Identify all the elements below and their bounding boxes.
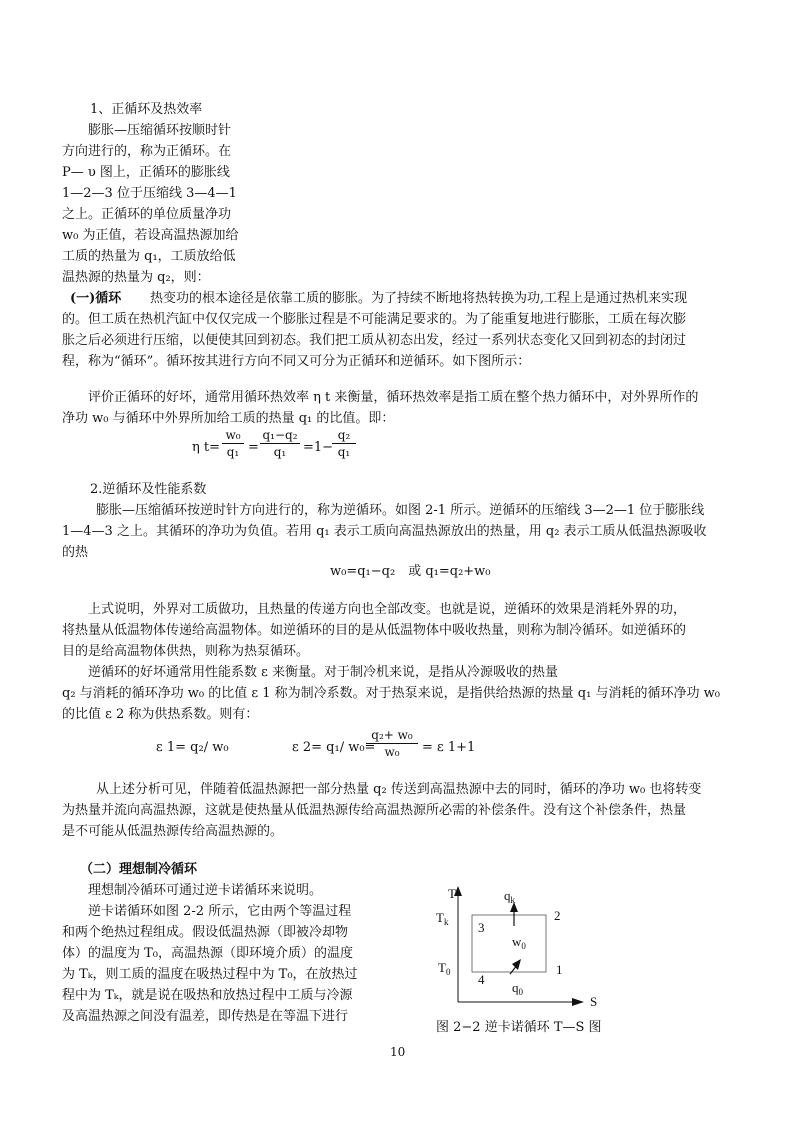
fraction: q₁−q₂ q₁ <box>260 428 300 459</box>
paragraph-line: 和两个绝热过程组成。假设低温热源（即被冷却物 <box>62 925 349 940</box>
fraction: q₂ q₁ <box>332 428 356 459</box>
point-1-label: 1 <box>556 962 563 977</box>
paragraph-line: 的比值 ε 2 称为供热系数。则有： <box>62 707 259 722</box>
tk-label: $T_k$ <box>436 910 449 927</box>
point-4-label: 4 <box>478 972 485 987</box>
paragraph-line: 热变功的根本途径是依靠工质的膨胀。为了持续不断地将热转换为功,工程上是通过热机来实现 <box>150 291 688 306</box>
s-axis-arrowhead <box>572 998 584 1006</box>
intro-line: 1—2—3 位于压缩线 3—4—1 <box>62 186 237 201</box>
intro-line: w₀ 为正值，若设高温热源加给 <box>62 228 239 243</box>
s-axis-label: S <box>590 994 598 1009</box>
qk-label: $q_k$ <box>504 888 515 905</box>
intro-line: 之上。正循环的单位质量净功 <box>62 207 232 222</box>
q0-arrowhead <box>512 959 521 970</box>
fraction: q₂+ w₀ w₀ <box>366 728 418 759</box>
point-3-label: 3 <box>478 920 485 935</box>
intro-line: 温热源的热量为 q₂，则： <box>62 270 210 285</box>
paragraph-line: 逆循环的好坏通常用性能系数 ε 来衡量。对于制冷机来说，是指从冷源吸收的热量 <box>88 665 559 680</box>
q0-label: $q_0$ <box>512 980 523 997</box>
paragraph-line: 1—4—3 之上。其循环的净功为负值。若用 q₁ 表示工质向高温热源放出的热量，用 q₂ 表示工质从低温热源吸收 <box>62 524 707 539</box>
paragraph-line: 的热 <box>62 545 89 560</box>
section2-heading: 2.逆循环及性能系数 <box>90 482 207 497</box>
w0-label: $w_0$ <box>512 934 526 951</box>
section1-heading: 1、正循环及热效率 <box>90 102 203 117</box>
t-axis-label: T <box>448 886 456 901</box>
intro-line: 方向进行的，称为正循环。在 <box>62 144 232 159</box>
paragraph-line: 为热量并流向高温热源，这就是使热量从低温热源传给高温热源所必需的补偿条件。没有这个补偿条件，热量 <box>62 803 687 818</box>
paragraph-line: 评价正循环的好坏，通常用循环热效率 η t 来衡量，循环热效率是指工质在整个热力循环中，对外界所作的 <box>88 390 699 405</box>
document-page: 1、正循环及热效率 膨胀—压缩循环按顺时针 方向进行的，称为正循环。在 P— υ 图上，正循环的膨胀线 1—2—3 位于压缩线 3—4—1 之上。正循环的单位质量净功 w₀ 为正值，若设高温热源加给 工质的热量为 q₁，工质放给低 温热源的热量为 q₂，则： (一)循环 热变功的根本途径是依靠工质的膨胀。为了持续不断地将热转换为功,工程上是通过热机来实现 的。但工质在热机汽缸中仅仅完成一个膨胀过程是不可能满足要求的。为了能重复地进行膨胀，工质在每次膨 胀之后必须进行压缩，以便使其回到初态。我们把工质从初态出发，经过一系列状态变化又回到初态的封闭过 程，称为“循环”。循环按其进行方向不同又可分为正循环和逆循环。如下图所示： 评价正循环的好坏，通常用循环热效率 η t 来衡量，循环热效率是指工质在整个热力循环中，对外界所作的 净功 w₀ 与循环中外界所加给工质的热量 q₁ 的比值。即： η t= w₀ q₁ = q₁−q₂ q₁ =1− q₂ q₁ 2.逆循环及性能系数 膨胀—压缩循环按逆时针方向进行的，称为逆循环。如图 2-1 所示。逆循环的压缩线 3—2—1 位于膨胀线 1—4—3 之上。其循环的净功为负值。若用 q₁ 表示工质向高温热源放出的热量，用 q₂ 表示工质从低温热源吸收 的热 w₀=q₁−q₂ 或 q₁=q₂+w₀ 上式说明，外界对工质做功，且热量的传递方向也全部改变。也就是说，逆循环的效果是消耗外界的功， 将热量从低温物体传递给高温物体。如逆循环的目的是从低温物体中吸收热量，则称为制冷循环。如逆循环的 目的是给高温物体供热，则称为热泵循环。 逆循环的好坏通常用性能系数 ε 来衡量。对于制冷机来说，是指从冷源吸收的热量 q₂ 与消耗的循环净功 w₀ 的比值 ε 1 称为制冷系数。对于热泵来说，是指供给热源的热量 q₁ 与消耗的循环净功 w₀ 的比值 ε 2 称为供热系数。则有： ε 1= q₂∕ w₀ ε 2= q₁∕ w₀= q₂+ w₀ w₀ = ε 1+1 从上述分析可见，伴随着低温热源把一部分热量 q₂ 传送到高温热源中去的同时，循环的净功 w₀ 也将转变 为热量并流向高温热源，这就是使热量从低温热源传给高温热源所必需的补偿条件。没有这个补偿条件，热量 是不可能从低温热源传给高温热源的。 （二）理想制冷循环 理想制冷循环可通过逆卡诺循环来说明。 逆卡诺循环如图 2-2 所示，它由两个等温过程 和两个绝热过程组成。假设低温热源（即被冷却物 体）的温度为 T₀，高温热源（即环境介质）的温度 为 Tₖ，则工质的温度在吸热过程中为 T₀，在放热过 程中为 Tₖ，就是说在吸热和放热过程中工质与冷源 及高温热源之间没有温差，即传热是在等温下进行 T S $T_k$ $T_0$ $q_k$ $w_0$ $q_0$ 2 1 3 4 图 2−2 逆卡诺循环 T—S 图 10 <box>0 0 794 1123</box>
paragraph-line: 程，称为“循环”。循环按其进行方向不同又可分为正循环和逆循环。如下图所示： <box>62 354 531 369</box>
paragraph-line: 净功 w₀ 与循环中外界所加给工质的热量 q₁ 的比值。即： <box>62 411 395 426</box>
section3-heading: （二）理想制冷循环 <box>80 862 198 877</box>
paragraph-line: 体）的温度为 T₀，高温热源（即环境介质）的温度 <box>62 946 354 961</box>
paragraph-line: 逆卡诺循环如图 2-2 所示，它由两个等温过程 <box>88 904 352 919</box>
paragraph-line: 的。但工质在热机汽缸中仅仅完成一个膨胀过程是不可能满足要求的。为了能重复地进行膨胀，工质在每次膨 <box>62 312 687 327</box>
cop-cooling-equation: ε 1= q₂∕ w₀ <box>156 740 229 755</box>
paragraph-line: 为 Tₖ，则工质的温度在吸热过程中为 T₀，在放热过 <box>62 967 358 982</box>
paragraph-line: 理想制冷循环可通过逆卡诺循环来说明。 <box>88 883 323 898</box>
page-number: 10 <box>390 1045 406 1059</box>
work-equation: w₀=q₁−q₂ 或 q₁=q₂+w₀ <box>330 564 491 579</box>
intro-line: 膨胀—压缩循环按顺时针 <box>88 123 232 138</box>
figure-caption: 图 2−2 逆卡诺循环 T—S 图 <box>436 1020 602 1035</box>
cycle-heading: (一)循环 <box>70 291 122 306</box>
intro-line: P— υ 图上，正循环的膨胀线 <box>62 165 230 180</box>
paragraph-line: q₂ 与消耗的循环净功 w₀ 的比值 ε 1 称为制冷系数。对于热泵来说，是指供给热源的热量 q₁ 与消耗的循环净功 w₀ <box>62 686 720 701</box>
fraction: w₀ q₁ <box>222 428 244 459</box>
paragraph-line: 是不可能从低温热源传给高温热源的。 <box>62 824 284 839</box>
paragraph-line: 及高温热源之间没有温差，即传热是在等温下进行 <box>62 1009 349 1024</box>
paragraph-line: 程中为 Tₖ，就是说在吸热和放热过程中工质与冷源 <box>62 988 353 1003</box>
paragraph-line: 胀之后必须进行压缩，以便使其回到初态。我们把工质从初态出发，经过一系列状态变化又回到初态的封闭过 <box>62 333 687 348</box>
paragraph-line: 膨胀—压缩循环按逆时针方向进行的，称为逆循环。如图 2-1 所示。逆循环的压缩线 3—2—1 位于膨胀线 <box>96 503 705 518</box>
paragraph-line: 将热量从低温物体传递给高温物体。如逆循环的目的是从低温物体中吸收热量，则称为制冷循环。如逆循环的 <box>62 623 687 638</box>
paragraph-line: 从上述分析可见，伴随着低温热源把一部分热量 q₂ 传送到高温热源中去的同时，循环的净功 w₀ 也将转变 <box>96 782 702 797</box>
intro-line: 工质的热量为 q₁，工质放给低 <box>62 249 236 264</box>
point-2-label: 2 <box>554 908 561 923</box>
paragraph-line: 上式说明，外界对工质做功，且热量的传递方向也全部改变。也就是说，逆循环的效果是消耗外界的功， <box>88 602 687 617</box>
paragraph-line: 目的是给高温物体供热，则称为热泵循环。 <box>62 644 310 659</box>
t0-label: $T_0$ <box>438 960 451 977</box>
